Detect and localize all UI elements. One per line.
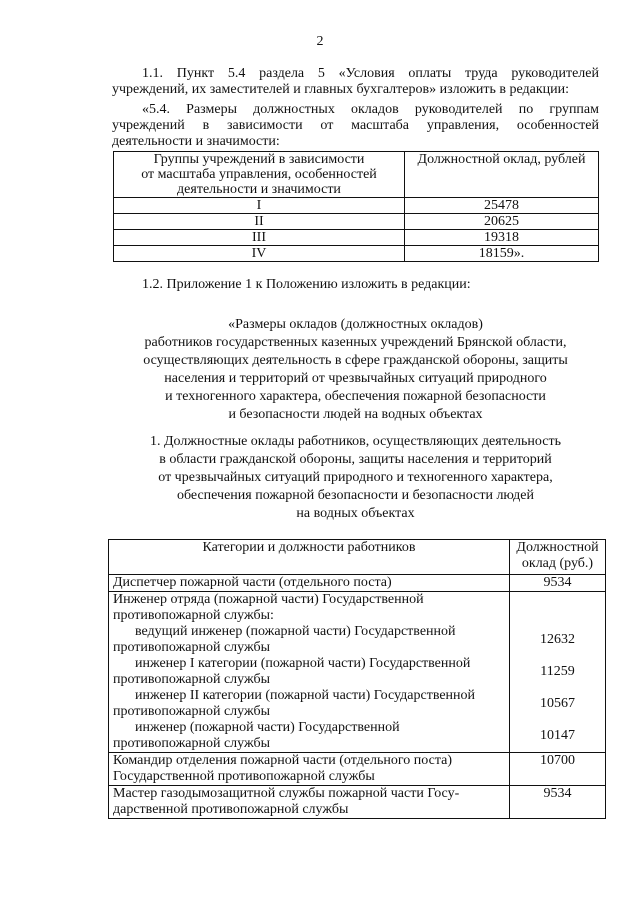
- salary-groups-table: [113, 151, 599, 262]
- salary-cell: 10567: [510, 688, 606, 720]
- salary-cell: 9534: [510, 575, 606, 592]
- paragraph-1-1: [112, 66, 599, 98]
- paragraph-5-4-line3: деятельности и значимости:: [112, 134, 280, 149]
- position-cell: инженер (пожарной части) Государственной противопожарной службы: [109, 720, 510, 753]
- table-row: [109, 575, 606, 592]
- group-cell: I: [114, 198, 405, 214]
- position-cell: Командир отделения пожарной части (отдельного поста) Государственной противопожарной службы: [109, 753, 510, 786]
- paragraph-5-4: [112, 102, 599, 150]
- position-cell: Инженер отряда (пожарной части) Государственной противопожарной службы:: [109, 592, 510, 625]
- paragraph-5-4-line2: учреждений в зависимости от масштаба управления, особенностей: [112, 118, 599, 133]
- position-cell: инженер I категории (пожарной части) Государственной противопожарной службы: [109, 656, 510, 688]
- salary-cell: 9534: [510, 786, 606, 819]
- paragraph-1-1-line1: 1.1. Пункт 5.4 раздела 5 «Условия оплаты труда руководителей: [142, 66, 599, 81]
- appendix-title: «Размеры окладов (должностных окладов) работников государственных казенных учреждений Брянской области, осуществляющих деятельность в сфере гражданской обороны, защиты населения и территорий от чрезвычайных ситуаций природного и техногенного характера, обеспечения пожарной безопасности и безопасности людей на водных объектах: [143, 317, 568, 422]
- positions-header: Категории и должности работников: [109, 540, 510, 575]
- table-row: [109, 624, 606, 656]
- position-cell: Мастер газодымозащитной службы пожарной части Госу- дарственной противопожарной службы: [109, 786, 510, 819]
- group-cell: II: [114, 214, 405, 230]
- salary-cell: 20625: [405, 214, 599, 230]
- salary-cell: 19318: [405, 230, 599, 246]
- table-header-row: [109, 540, 606, 575]
- group-cell: III: [114, 230, 405, 246]
- table-row: [109, 786, 606, 819]
- positions-salary-table: [108, 539, 606, 819]
- group-cell: IV: [114, 246, 405, 262]
- table-row: [109, 688, 606, 720]
- salary-cell: 11259: [510, 656, 606, 688]
- paragraph-5-4-line1: «5.4. Размеры должностных окладов руководителей по группам: [142, 102, 599, 117]
- table-row: [114, 230, 599, 246]
- position-cell: инженер II категории (пожарной части) Государственной противопожарной службы: [109, 688, 510, 720]
- table-row: [114, 198, 599, 214]
- salary-cell: 10700: [510, 753, 606, 786]
- table-row: [109, 592, 606, 625]
- salary-cell: 12632: [510, 624, 606, 656]
- salary-header: Должностной оклад, рублей: [405, 152, 599, 198]
- table-row: [109, 720, 606, 753]
- table-row: [109, 656, 606, 688]
- salary-cell: 18159».: [405, 246, 599, 262]
- salary-cell: 10147: [510, 720, 606, 753]
- salary-cell: 25478: [405, 198, 599, 214]
- table-row: [114, 246, 599, 262]
- table-row: [109, 753, 606, 786]
- salary-header: Должностной оклад (руб.): [510, 540, 606, 575]
- page-number: 2: [316, 34, 324, 49]
- position-cell: ведущий инженер (пожарной части) Государственной противопожарной службы: [109, 624, 510, 656]
- table-row: [114, 214, 599, 230]
- salary-cell: [510, 592, 606, 625]
- section-1-title: 1. Должностные оклады работников, осуществляющих деятельность в области гражданской обороны, защиты населения и территорий от чрезвычайных ситуаций природного и техногенного характера, обеспечения пожарной безопасности и безопасности людей на водных объектах: [150, 434, 561, 521]
- groups-header: Группы учреждений в зависимости от масштаба управления, особенностей деятельности и значимости: [114, 152, 405, 198]
- table-header-row: [114, 152, 599, 198]
- paragraph-1-2: 1.2. Приложение 1 к Положению изложить в редакции:: [142, 277, 471, 292]
- position-cell: Диспетчер пожарной части (отдельного поста): [109, 575, 510, 592]
- paragraph-1-1-line2: учреждений, их заместителей и главных бухгалтеров» изложить в редакции:: [112, 82, 570, 97]
